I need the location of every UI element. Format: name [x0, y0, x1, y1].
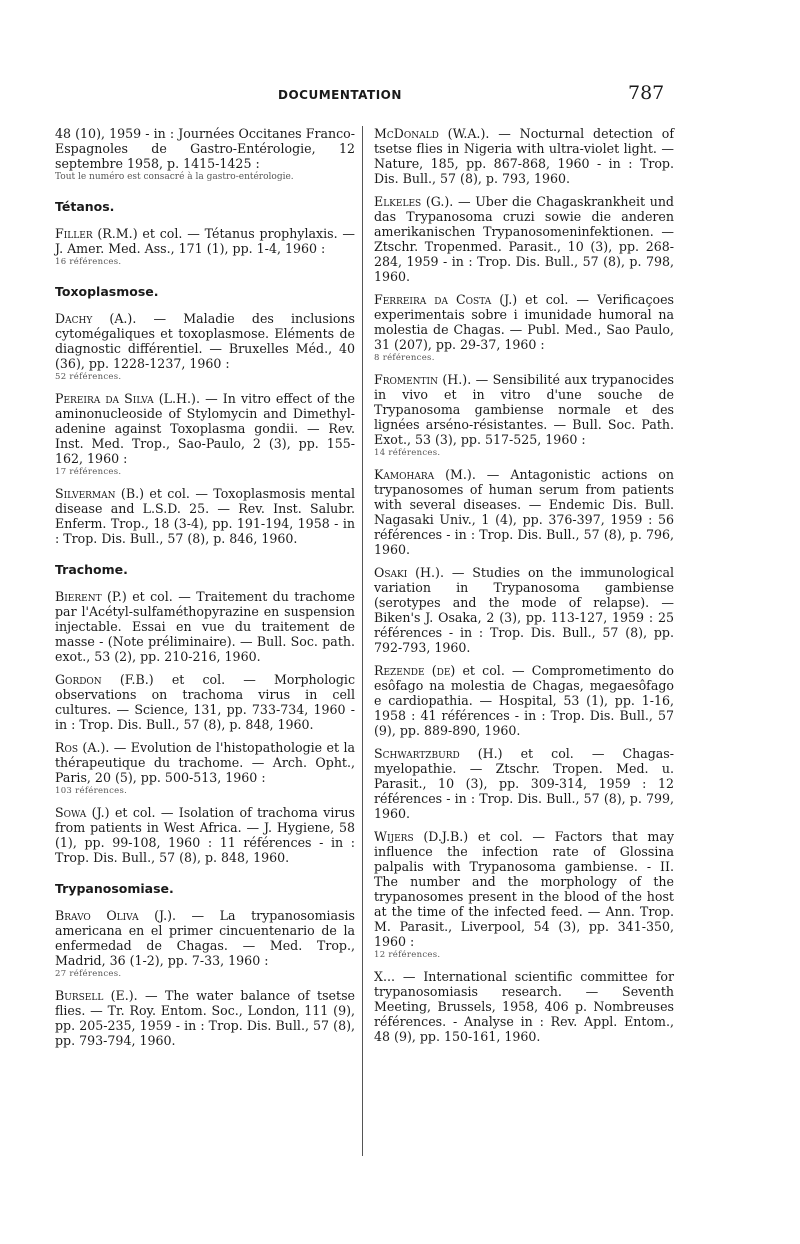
bibliography-entry [55, 988, 355, 1048]
entry-text: et col. — Morphologic observations on trachoma virus in cell cultures. — Science, 131, pp. 733-734, 1960 - in : Trop. Dis. Bull., 57 (8), p. 848, 1960. [55, 672, 355, 732]
entry-author: Schwartzburd (H.) [374, 746, 503, 761]
entry-author: Sowa (J.) [55, 805, 110, 820]
entry-text: . — La trypanosomiasis americana en el primer cincuentenario de la enfermedad de Chagas. — Med. Trop., Madrid, 36 (1-2), pp. 7-33, 1960 : [55, 908, 356, 968]
entry-references: 8 références. [374, 353, 435, 363]
entry-author: Elkeles (G.) [374, 194, 450, 209]
entry-text: et col. — Factors that may influence the infection rate of Glossina palpalis with Trypanosoma gambiense. - II. The number and the morphology of the trypanosomes present in the blood of the host at the time of the infected feed. — Ann. Trop. M. Parasit., Liverpool, 54 (3), pp. 341-350, 1960 : [374, 829, 675, 949]
entry-author: Filler (R.M.) [55, 226, 138, 241]
entry-references: 12 références. [374, 950, 441, 960]
entry-author: Silverman (B.) [55, 486, 144, 501]
section-heading: Trachome. [55, 562, 128, 577]
entry-text: et col. — Comprometimento do esôfago na molestia de Chagas, megaesôfago e cardiopathia. — Hospital, 53 (1), pp. 1-16, 1958 : 41 références - in : Trop. Dis. Bull., 57 (9), pp. 889-890, 1960. [374, 663, 674, 738]
entry-author: Fromentin (H.) [374, 372, 468, 387]
running-head: DOCUMENTATION [278, 88, 402, 102]
entry-author: Gordon (F.B.) [55, 672, 154, 687]
entry-author: Bursell (E.) [55, 988, 134, 1003]
entry-references: 27 références. [55, 969, 122, 979]
bibliography-entry [374, 292, 674, 364]
entry-text: . — The water balance of tsetse flies. — Tr. Roy. Entom. Soc., London, 111 (9), pp. 205-235, 1959 - in : Trop. Dis. Bull., 57 (8), pp. 793-794, 1960. [55, 988, 355, 1048]
entry-text: et col. — Verificaçoes experimentais sobre i imunidade humoral na molestia de Chagas. — Publ. Med., Sao Paulo, 31 (207), pp. 29-37, 1960 : [374, 292, 674, 352]
entry-author: Bierent (P.) [55, 589, 127, 604]
entry-text: et col. — Tétanus prophylaxis. — J. Amer. Med. Ass., 171 (1), pp. 1-4, 1960 : [55, 226, 355, 256]
bibliography-entry [55, 391, 355, 478]
intro-note: Tout le numéro est consacré à la gastro-entérologie. [55, 172, 294, 182]
bibliography-entry [374, 194, 674, 284]
entry-references: 14 références. [374, 448, 441, 458]
bibliography-entry [374, 969, 674, 1044]
entry-author: Wijers (D.J.B.) [374, 829, 469, 844]
bibliography-entry [374, 372, 674, 459]
bibliography-entry [374, 126, 674, 186]
entry-text: et col. — Traitement du trachome par l'Acétyl-sulfaméthopyrazine en suspension injectable. Essai en vue du traitement de masse - (Note préliminaire). — Bull. Soc. path. exot., 53 (2), pp. 210-216, 1960. [55, 589, 356, 664]
entry-text: . — Evolution de l'histopathologie et la thérapeutique du trachome. — Arch. Opht., Paris, 20 (5), pp. 500-513, 1960 : [55, 740, 355, 785]
section-heading: Toxoplasmose. [55, 284, 159, 299]
section-heading: Tétanos. [55, 199, 115, 214]
bibliography-entry [55, 740, 355, 797]
bibliography-entry [374, 663, 674, 738]
bibliography-entry [55, 805, 355, 865]
section-heading: Trypanosomiase. [55, 881, 174, 896]
entry-text: — International scientific committee for trypanosomiasis research. — Seventh Meeting, Brussels, 1958, 406 p. Nombreuses références. - Analyse in : Rev. Appl. Entom., 48 (9), pp. 150-161, 1960. [374, 969, 674, 1044]
entry-author: Kamohara (M.) [374, 467, 472, 482]
page-number: 787 [628, 82, 665, 104]
entry-text: . — In vitro effect of the aminonucleoside of Stylomycin and Dimethyl-adenine against Toxoplasma gondii. — Rev. Inst. Med. Trop., Sao-Paulo, 2 (3), pp. 155-162, 1960 : [55, 391, 355, 466]
intro-text: 48 (10), 1959 - in : Journées Occitanes Franco-Espagnoles de Gastro-Entérologie, 12 septembre 1958, p. 1415-1425 : [55, 126, 355, 171]
bibliography-entry [55, 589, 355, 664]
entry-text: et col. — Chagas-myelopathie. — Ztschr. Tropen. Med. u. Parasit., 10 (3), pp. 309-314, 1959 : 12 références - in : Trop. Dis. Bull., 57 (8), p. 799, 1960. [374, 746, 674, 821]
bibliography-entry [374, 565, 674, 655]
intro-entry [55, 126, 355, 183]
bibliography-entry [55, 311, 355, 383]
entry-references: 52 références. [55, 372, 122, 382]
column-divider [362, 126, 363, 1156]
bibliography-entry [55, 226, 355, 268]
entry-text: . — Studies on the immunological variation in Trypanosoma gambiense (serotypes and the mode of relapse). — Biken's J. Osaka, 2 (3), pp. 113-127, 1959 : 25 références - in : Trop. Dis. Bull., 57 (8), pp. 792-793, 1960. [374, 565, 674, 655]
entry-author: Bravo Oliva (J.) [55, 908, 173, 923]
bibliography-entry [55, 908, 355, 980]
entry-author: Dachy (A.) [55, 311, 133, 326]
entry-author: Ros (A.) [55, 740, 106, 755]
entry-text: . — Antagonistic actions on trypanosomes of human serum from patients with several diseases. — Endemic Dis. Bull. Nagasaki Univ., 1 (4), pp. 376-397, 1959 : 56 références - in : Trop. Dis. Bull., 57 (8), p. 796, 1960. [374, 467, 674, 557]
bibliography-entry [374, 746, 674, 821]
entry-author: Osaki (H.) [374, 565, 440, 580]
entry-text: . — Uber die Chagaskrankheit und das Trypanosoma cruzi sowie die anderen amerikanischen Trypanosomeninfektionen. — Ztschr. Tropenmed. Parasit., 10 (3), pp. 268-284, 1959 - in : Trop. Dis. Bull., 57 (8), p. 798, 1960. [374, 194, 674, 284]
entry-author: Ferreira da Costa (J.) [374, 292, 518, 307]
entry-text: . — Nocturnal detection of tsetse flies in Nigeria with ultra-violet light. — Nature, 185, pp. 867-868, 1960 - in : Trop. Dis. Bull., 57 (8), p. 793, 1960. [374, 126, 674, 186]
entry-text: et col. — Isolation of trachoma virus from patients in West Africa. — J. Hygiene, 58 (1), pp. 99-108, 1960 : 11 références - in : Trop. Dis. Bull., 57 (8), p. 848, 1960. [55, 805, 355, 865]
entry-text: . — Sensibilité aux trypanocides in vivo et in vitro d'une souche de Trypanosoma gambiense normale et des lignées arséno-résistantes. — Bull. Soc. Path. Exot., 53 (3), pp. 517-525, 1960 : [374, 372, 674, 447]
entry-author: McDonald (W.A.) [374, 126, 486, 141]
bibliography-entry [55, 486, 355, 546]
right-column [374, 126, 674, 1052]
left-column [55, 126, 355, 1056]
entry-text: et col. — Toxoplasmosis mental disease and L.S.D. 25. — Rev. Inst. Salubr. Enferm. Trop., 18 (3-4), pp. 191-194, 1958 - in : Trop. Dis. Bull., 57 (8), p. 846, 1960. [55, 486, 355, 546]
entry-references: 16 références. [55, 257, 122, 267]
entry-references: 103 références. [55, 786, 128, 796]
bibliography-entry [55, 672, 355, 732]
page-header [0, 84, 800, 108]
entry-text: . — Maladie des inclusions cytomégaliques et toxoplasmose. Eléments de diagnostic différentiel. — Bruxelles Méd., 40 (36), pp. 1228-1237, 1960 : [55, 311, 356, 371]
entry-author: Rezende (de) [374, 663, 456, 678]
bibliography-entry [374, 829, 674, 961]
entry-author: X... [374, 969, 395, 984]
bibliography-entry [374, 467, 674, 557]
entry-references: 17 références. [55, 467, 122, 477]
entry-author: Pereira da Silva (L.H.) [55, 391, 196, 406]
